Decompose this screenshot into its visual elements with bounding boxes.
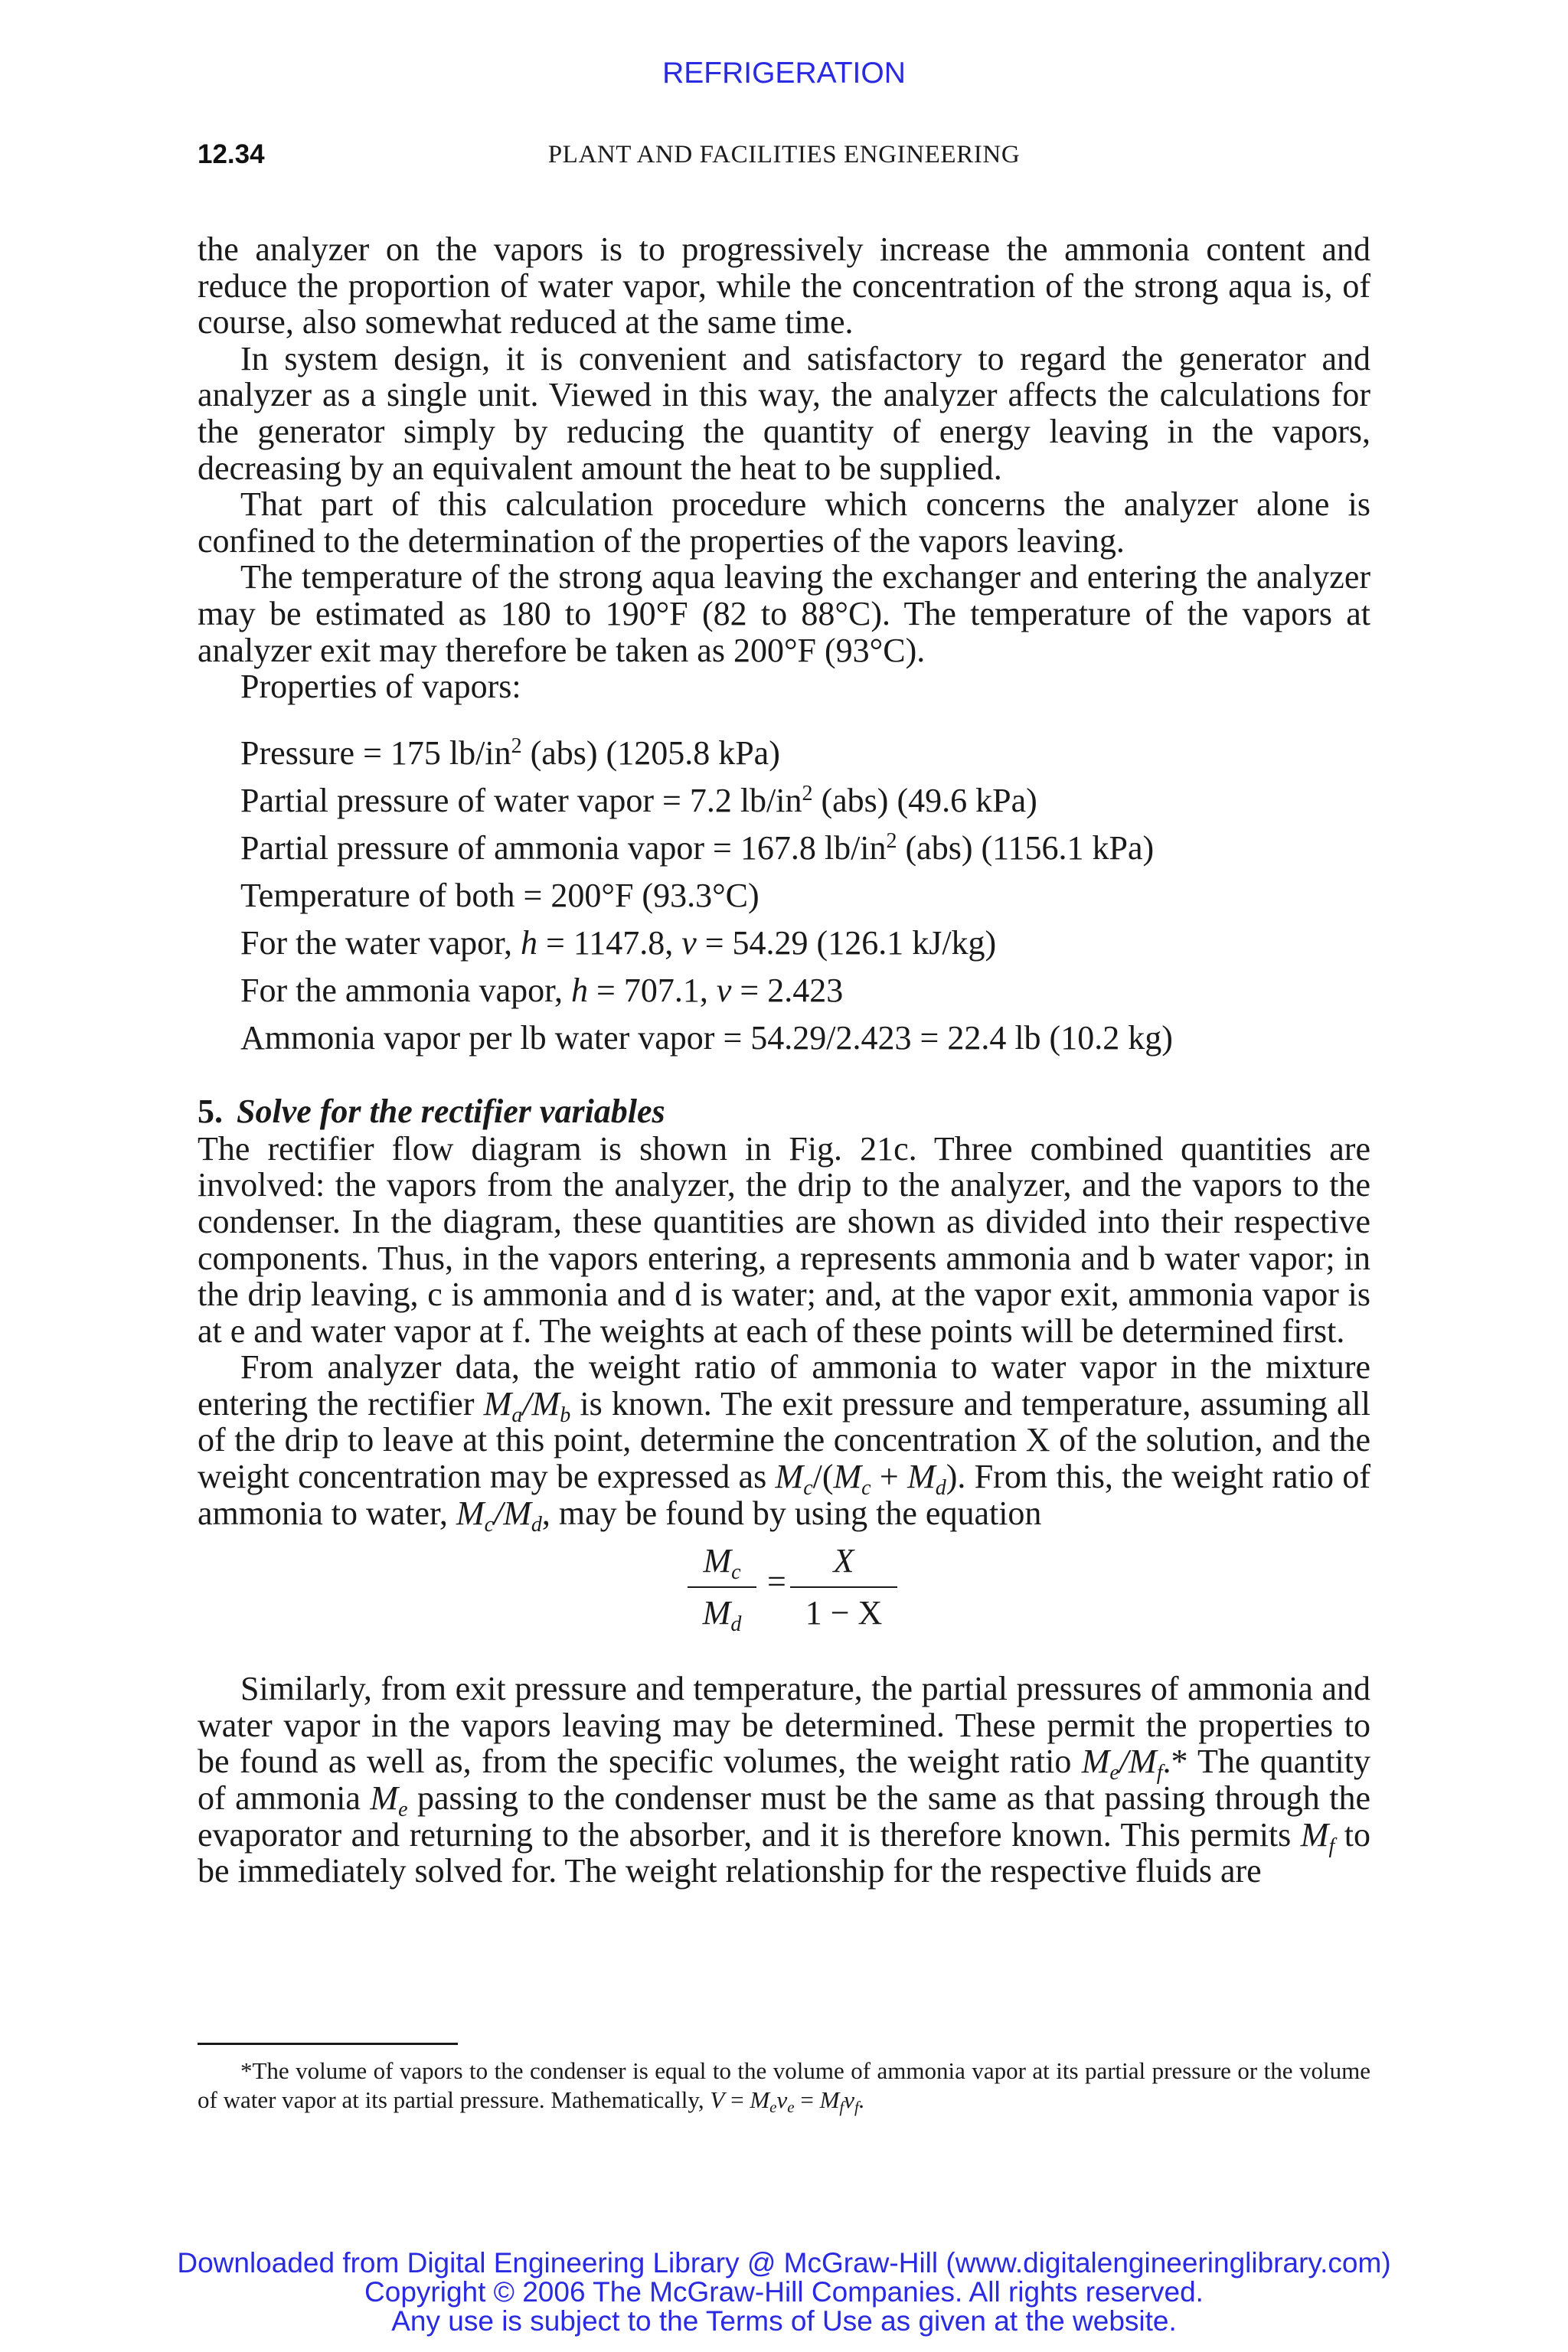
paragraph: Similarly, from exit pressure and temperature, the partial pressures of ammonia and water vapor in the vapors leaving may be determined. These permit the properties to be found as well as, from the specific volumes, the weight ratio $M_e/M_f.*$ The quantity of ammonia $M_e$ passing to the condenser must be the same as that passing through the evaporator and returning to the absorber, and it is therefore known. This permits $M_f$ to be immediately solved for. The weight relationship for the respective fluids are xyxy=(198,1670,1370,1890)
equals-sign: = xyxy=(767,1563,786,1601)
running-title: PLANT AND FACILITIES ENGINEERING xyxy=(547,141,1021,168)
running-head xyxy=(198,139,1370,178)
paragraph: From analyzer data, the weight ratio of ammonia to water vapor in the mixture entering the rectifier $M_a/M_b$ is known. The exit pressure and temperature, assuming all of the drip to leave at this point, determine the concentration X of the solution, and the weight concentration may be expressed as $M_c/(M_c + M_d)$. From this, the weight ratio of ammonia to water, $M_c/M_d$, may be found by using the equation xyxy=(198,1348,1370,1537)
download-source-link[interactable]: Downloaded from Digital Engineering Library @ McGraw-Hill (www.digitalengineeringlibrary.com) xyxy=(177,2247,1391,2278)
page-number: 12.34 xyxy=(198,139,265,169)
symbol-mf: $M_f$ xyxy=(1300,1815,1335,1858)
property-pressure: Pressure = 175 $lb/in^2$ (abs) (1205.8 kPa) xyxy=(240,733,780,772)
fraction-right: X 1 − X xyxy=(790,1540,897,1634)
property-ammonia-vapor: For the ammonia vapor, h = 707.1, v = 2.423 xyxy=(240,971,844,1009)
paragraph: the analyzer on the vapors is to progressively increase the ammonia content and reduce the proportion of water vapor, while the concentration of the strong aqua is, of course, also somewhat reduced at the same time. xyxy=(198,230,1370,341)
chapter-banner: REFRIGERATION xyxy=(662,57,906,90)
step-title: Solve for the rectifier variables xyxy=(237,1092,665,1130)
paragraph: The rectifier flow diagram is shown in Fig. 21c. Three combined quantities are involved: the vapors from the analyzer, the drip to the analyzer, and the vapors to the condenser. In the diagram, these quantities are shown as divided into their respective components. Thus, in the vapors entering, a represents ammonia and b water vapor; in the drip leaving, c is ammonia and d is water; and, at the vapor exit, ammonia vapor is at e and water vapor at f. The weights at each of these points will be determined first. xyxy=(198,1129,1370,1350)
copyright-line: Copyright © 2006 The McGraw-Hill Companies. All rights reserved. xyxy=(364,2276,1204,2308)
paragraph: Properties of vapors: xyxy=(240,668,521,706)
fraction-left: $M_c$ $M_d$ xyxy=(688,1540,756,1634)
step-heading xyxy=(198,1093,1370,1131)
paragraph: In system design, it is convenient and satisfactory to regard the generator and analyzer as a single unit. Viewed in this way, the analyzer affects the calculations for the generator simply by reducing the quantity of energy leaving in the vapors, decreasing by an equivalent amount the heat to be supplied. xyxy=(198,339,1370,487)
symbol-me: $M_e$ xyxy=(370,1779,408,1822)
footnote: *The volume of vapors to the condenser is equal to the volume of ammonia vapor at its partial pressure or the volume of water vapor at its partial pressure. Mathematically, $V = M_ev_e = M_fv_f$. xyxy=(198,2057,1370,2116)
footnote-rule xyxy=(198,2043,458,2045)
step-number: 5. xyxy=(198,1092,223,1130)
ratio-me-mf: $M_e/M_f$ xyxy=(1081,1743,1163,1785)
terms-line: Any use is subject to the Terms of Use as given at the website. xyxy=(391,2305,1177,2337)
property-ammonia-partial-pressure: Partial pressure of ammonia vapor = 167.8 $lb/in^2$ (abs) (1156.1 kPa) xyxy=(240,828,1155,867)
property-ammonia-per-water: Ammonia vapor per lb water vapor = 54.29/2.423 = 22.4 lb (10.2 kg) xyxy=(240,1018,1173,1057)
property-water-partial-pressure: Partial pressure of water vapor = 7.2 $lb/in^2$ (abs) (49.6 kPa) xyxy=(240,781,1037,819)
ratio-mc-sum: $M_c/(M_c + M_d)$ xyxy=(775,1458,958,1501)
concentration-equation xyxy=(198,1540,1370,1655)
volume-formula: $V = M_ev_e = M_fv_f$. xyxy=(710,2086,865,2116)
ratio-mc-md: $M_c/M_d$ xyxy=(456,1494,542,1537)
fraction-bar xyxy=(688,1586,756,1588)
property-water-vapor: For the water vapor, h = 1147.8, v = 54.29 (126.1 kJ/kg) xyxy=(240,923,997,962)
paragraph: That part of this calculation procedure which concerns the analyzer alone is confined to the determination of the properties of the vapors leaving. xyxy=(198,485,1370,560)
vapor-properties-list xyxy=(240,730,1370,1062)
fraction-bar xyxy=(790,1586,897,1588)
download-notice xyxy=(0,2249,1568,2336)
ratio-ma-mb: $M_a/M_b$ xyxy=(483,1384,571,1427)
property-temperature: Temperature of both = 200°F (93.3°C) xyxy=(240,876,760,914)
paragraph: The temperature of the strong aqua leaving the exchanger and entering the analyzer may be estimated as 180 to 190°F (82 to 88°C). The temperature of the vapors at analyzer exit may therefore be taken as 200°F (93°C). xyxy=(198,558,1370,669)
body-text xyxy=(198,231,1370,1890)
